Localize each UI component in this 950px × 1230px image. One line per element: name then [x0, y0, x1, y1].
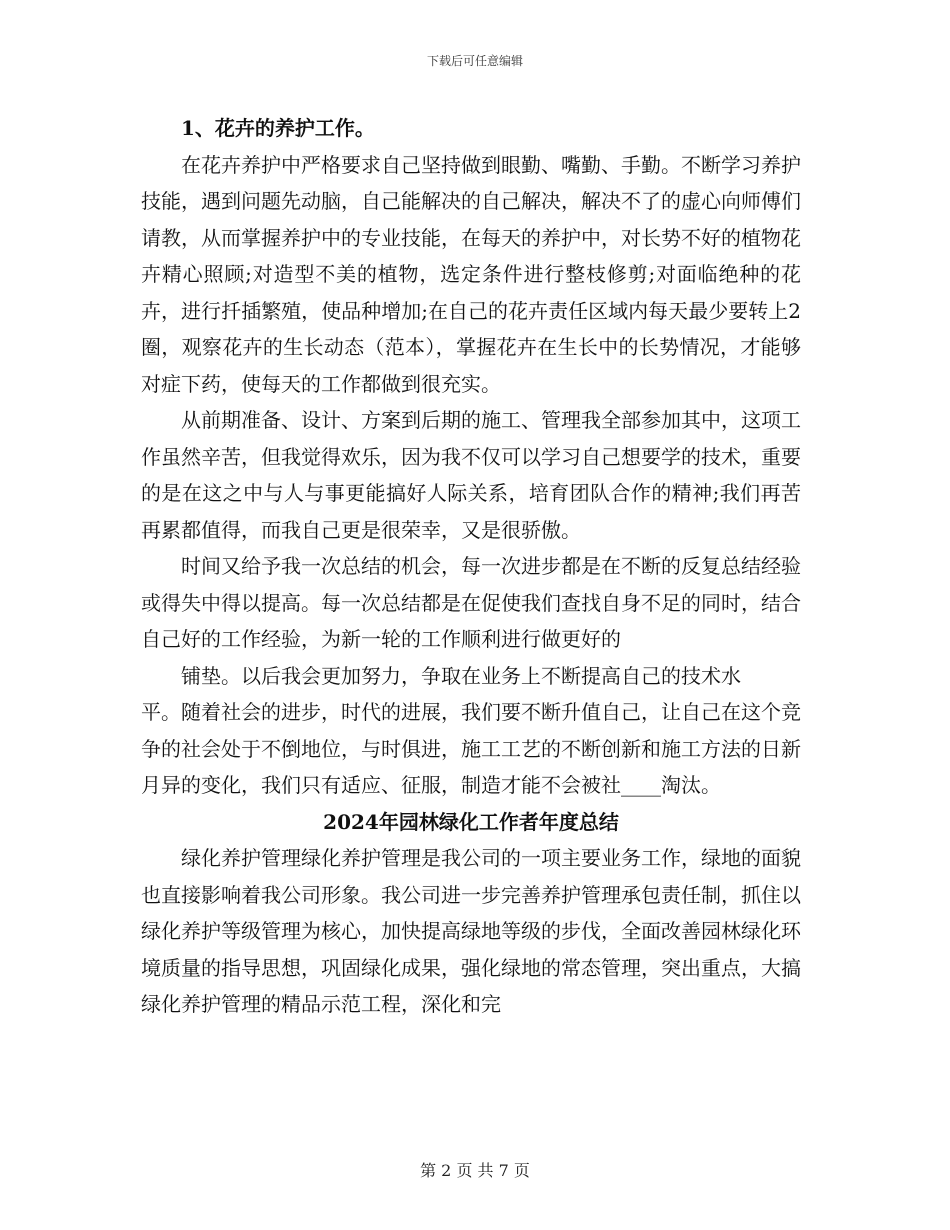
paragraph-project-participation: 从前期准备、设计、方案到后期的施工、管理我全部参加其中，这项工作虽然辛苦，但我觉得欢乐，因为我不仅可以学习自己想要学的技术，重要的是在这之中与人与事更能搞好人际关系，培育团队合作的精神;我们再苦再累都值得，而我自己更是很荣幸，又是很骄傲。 — [141, 408, 801, 542]
paragraph-future-effort-rest: 平。随着社会的进步，时代的进展，我们要不断升值自己，让自己在这个竞争的社会处于不倒地位，与时俱进，施工工艺的不断创新和施工方法的日新月异的变化，我们只有适应、征服，制造才能不会被社____淘汰。 — [141, 700, 801, 797]
paragraph-future-effort — [141, 658, 801, 804]
document-body — [141, 108, 801, 1023]
paragraph-future-effort-first-line: 铺垫。以后我会更加努力，争取在业务上不断提高自己的技术水 — [181, 663, 741, 688]
page-number: 第 2 页 共 7 页 — [420, 1161, 530, 1180]
page-header-note: 下载后可任意编辑 — [426, 54, 523, 68]
document-title: 2024年园林绿化工作者年度总结 — [323, 809, 619, 834]
paragraph-flower-care: 在花卉养护中严格要求自己坚持做到眼勤、嘴勤、手勤。不断学习养护技能，遇到问题先动脑，自己能解决的自己解决，解决不了的虚心向师傅们请教，从而掌握养护中的专业技能，在每天的养护中，对长势不好的植物花卉精心照顾;对造型不美的植物，选定条件进行整枝修剪;对面临绝种的花卉，进行扦插繁殖，使品种增加;在自己的花卉责任区域内每天最少要转上2圈，观察花卉的生长动态（范本），掌握花卉在生长中的长势情况，才能够对症下药，使每天的工作都做到很充实。 — [141, 152, 801, 396]
paragraph-summary-opportunity: 时间又给予我一次总结的机会，每一次进步都是在不断的反复总结经验或得失中得以提高。每一次总结都是在促使我们查找自身不足的同时，结合自己好的工作经验，为新一轮的工作顺利进行做更好的 — [141, 554, 801, 651]
paragraph-greening-management: 绿化养护管理绿化养护管理是我公司的一项主要业务工作，绿地的面貌也直接影响着我公司形象。我公司进一步完善养护管理承包责任制，抓住以绿化养护等级管理为核心，加快提高绿地等级的步伐，全面改善园林绿化环境质量的指导思想，巩固绿化成果，强化绿地的常态管理，突出重点，大搞绿化养护管理的精品示范工程，深化和完 — [141, 846, 801, 1016]
section-heading: 1、花卉的养护工作。 — [181, 116, 375, 140]
